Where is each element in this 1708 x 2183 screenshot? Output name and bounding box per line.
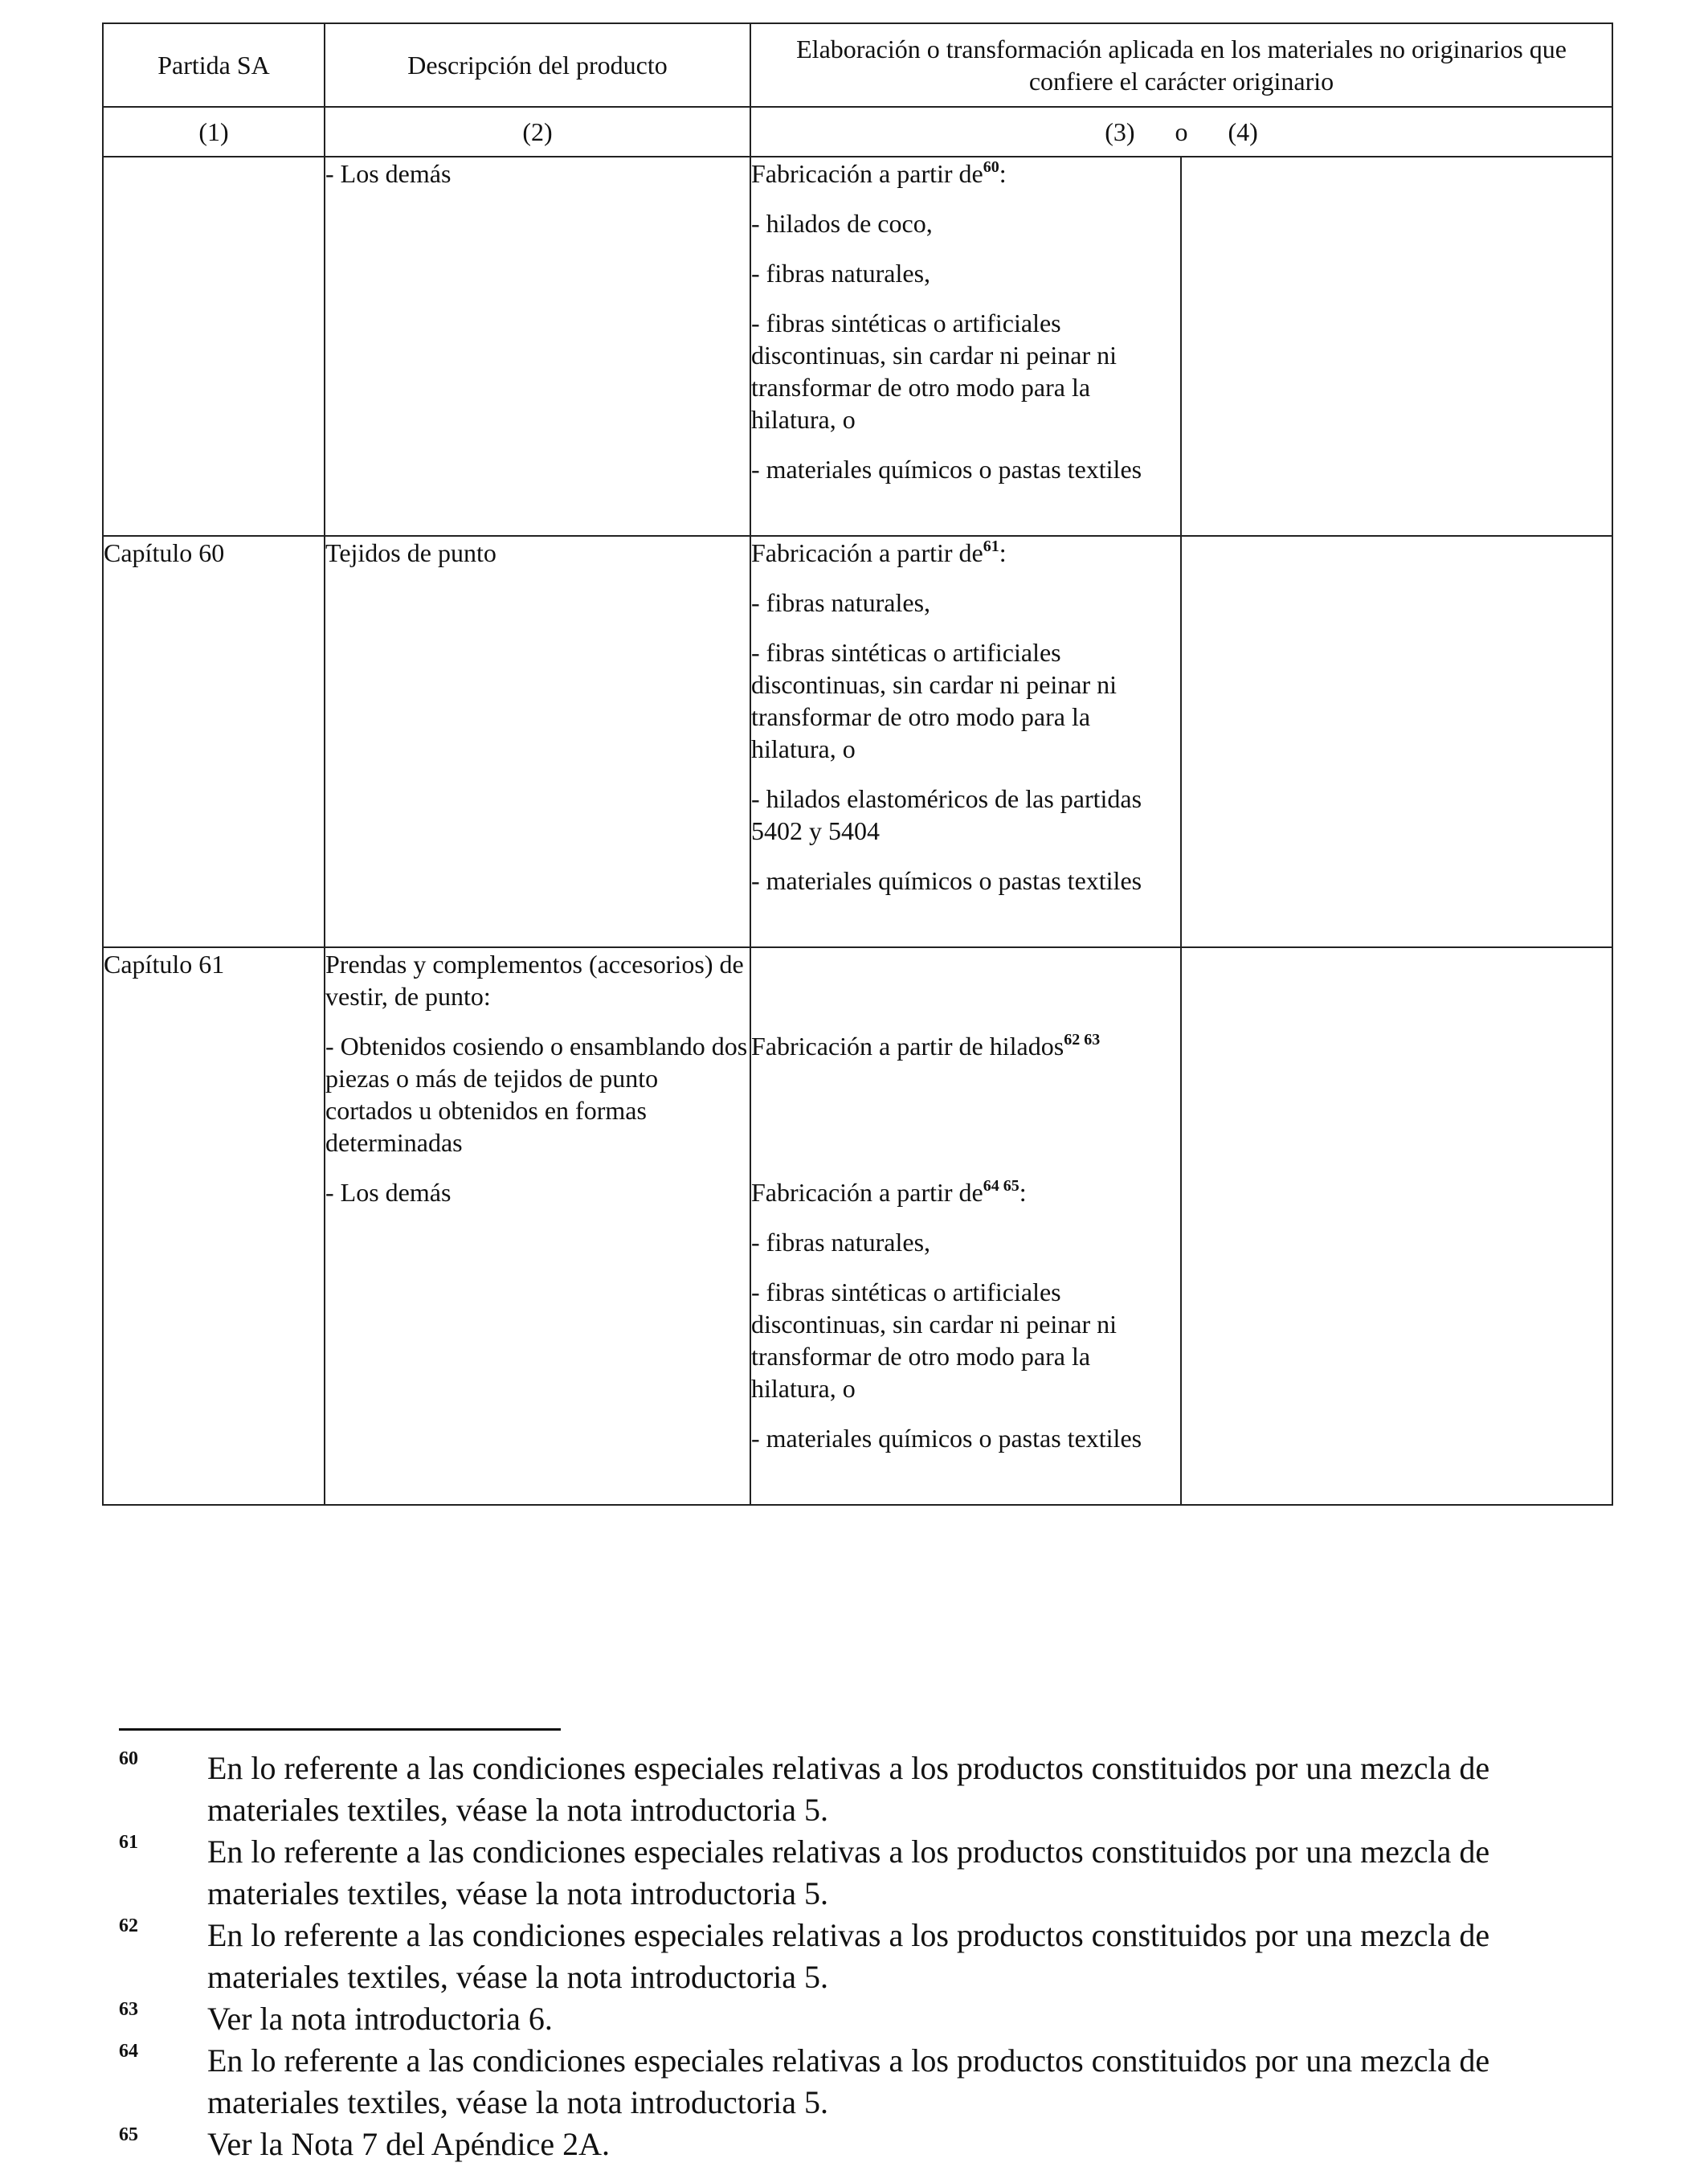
intro-text: Fabricación a partir de	[751, 1178, 983, 1207]
header-elaboracion: Elaboración o transformación aplicada en los materiales no originarios que confiere el carácter originario	[750, 23, 1612, 107]
footnote	[119, 1998, 1605, 2040]
elaboracion-intro	[751, 537, 1180, 569]
elaboracion-item: - fibras naturales,	[751, 259, 931, 288]
descripcion-text: - Los demás	[325, 1178, 452, 1207]
elaboracion-item: - fibras sintéticas o artificiales discontinuas, sin cardar ni peinar ni transformar de otro modo para la hilatura, o	[751, 309, 1117, 434]
column-number-row	[103, 107, 1612, 157]
column-4-cell	[1181, 157, 1612, 536]
footnote-number: 64	[119, 2041, 138, 2062]
descripcion-cell	[325, 157, 750, 536]
rules-of-origin-table	[102, 22, 1613, 1506]
elaboracion-item: - materiales químicos o pastas textiles	[751, 455, 1142, 484]
table-row	[103, 947, 1612, 1505]
elaboracion-intro	[751, 1030, 1180, 1159]
intro-tail: :	[1019, 1178, 1027, 1207]
header-partida: Partida SA	[103, 23, 325, 107]
colnum-1: (1)	[103, 107, 325, 157]
elaboracion-cell	[750, 947, 1181, 1505]
colnum-4: (4)	[1228, 117, 1258, 146]
footnote-separator	[119, 1728, 561, 1731]
footnotes	[119, 1748, 1605, 2165]
header-row	[103, 23, 1612, 107]
footnote-text: En lo referente a las condiciones especiales relativas a los productos constituidos por una mezcla de materiales textiles, véase la nota introductoria 5.	[207, 1833, 1490, 1911]
footnote-text: Ver la Nota 7 del Apéndice 2A.	[207, 2126, 610, 2162]
footnote-ref: 62 63	[1064, 1031, 1101, 1049]
partida-cell: Capítulo 61	[103, 947, 325, 1505]
footnote	[119, 1748, 1605, 1831]
column-4-cell	[1181, 947, 1612, 1505]
elaboracion-item: - fibras sintéticas o artificiales discontinuas, sin cardar ni peinar ni transformar de otro modo para la hilatura, o	[751, 1278, 1117, 1403]
footnote-number: 63	[119, 1999, 138, 2020]
footnote-number: 60	[119, 1748, 138, 1769]
footnote-number: 61	[119, 1832, 138, 1853]
intro-text: Fabricación a partir de	[751, 538, 983, 567]
intro-tail: :	[999, 538, 1007, 567]
elaboracion-cell	[750, 536, 1181, 947]
descripcion-text: - Los demás	[325, 159, 452, 188]
partida-cell	[103, 157, 325, 536]
elaboracion-cell	[750, 157, 1181, 536]
footnote-text: En lo referente a las condiciones especiales relativas a los productos constituidos por una mezcla de materiales textiles, véase la nota introductoria 5.	[207, 1917, 1490, 1995]
elaboracion-item: - materiales químicos o pastas textiles	[751, 866, 1142, 895]
footnote-text: Ver la nota introductoria 6.	[207, 2001, 553, 2037]
footnote-ref: 64 65	[983, 1177, 1019, 1195]
elaboracion-intro	[751, 157, 1180, 190]
elaboracion-item: - fibras sintéticas o artificiales discontinuas, sin cardar ni peinar ni transformar de otro modo para la hilatura, o	[751, 638, 1117, 763]
footnote	[119, 1915, 1605, 1998]
footnote-number: 65	[119, 2124, 138, 2145]
header-descripcion: Descripción del producto	[325, 23, 750, 107]
intro-tail: :	[999, 159, 1007, 188]
descripcion-cell	[325, 947, 750, 1505]
elaboracion-item: - hilados elastoméricos de las partidas 5402 y 5404	[751, 784, 1142, 845]
colnum-3: (3)	[1105, 117, 1135, 146]
elaboracion-item: - fibras naturales,	[751, 588, 931, 617]
elaboracion-item: - materiales químicos o pastas textiles	[751, 1424, 1142, 1453]
colnum-2: (2)	[325, 107, 750, 157]
footnote-text: En lo referente a las condiciones especiales relativas a los productos constituidos por una mezcla de materiales textiles, véase la nota introductoria 5.	[207, 2042, 1490, 2120]
footnote-ref: 60	[983, 158, 999, 176]
descripcion-text: Tejidos de punto	[325, 538, 496, 567]
elaboracion-spacer	[751, 948, 1180, 1012]
footnote-text: En lo referente a las condiciones especiales relativas a los productos constituidos por una mezcla de materiales textiles, véase la nota introductoria 5.	[207, 1750, 1490, 1828]
table-row	[103, 157, 1612, 536]
colnum-or: o	[1175, 117, 1188, 146]
elaboracion-item: - hilados de coco,	[751, 209, 933, 238]
table-row	[103, 536, 1612, 947]
footnote-number: 62	[119, 1915, 138, 1936]
footnote	[119, 1831, 1605, 1915]
footnote	[119, 2040, 1605, 2124]
elaboracion-item: - fibras naturales,	[751, 1228, 931, 1257]
partida-cell: Capítulo 60	[103, 536, 325, 947]
elaboracion-intro	[751, 1176, 1180, 1208]
colnum-3-4	[750, 107, 1612, 157]
descripcion-text: Prendas y complementos (accesorios) de vestir, de punto:	[325, 950, 744, 1011]
column-4-cell	[1181, 536, 1612, 947]
footnote	[119, 2124, 1605, 2165]
intro-text: Fabricación a partir de	[751, 159, 983, 188]
descripcion-cell	[325, 536, 750, 947]
footnote-ref: 61	[983, 538, 999, 555]
intro-text: Fabricación a partir de hilados	[751, 1032, 1064, 1061]
descripcion-text: - Obtenidos cosiendo o ensamblando dos piezas o más de tejidos de punto cortados u obtenidos en formas determinadas	[325, 1032, 748, 1157]
